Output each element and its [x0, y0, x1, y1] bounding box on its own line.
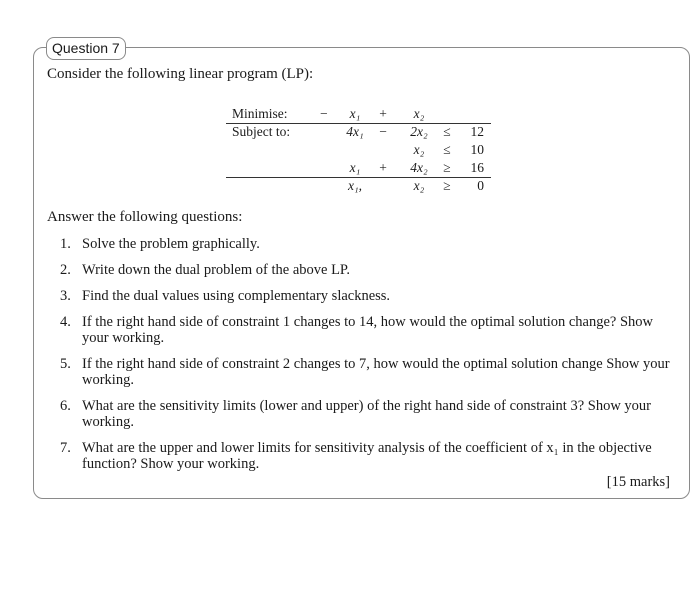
objective-term-1: x₁ — [349, 106, 361, 121]
objective-term-2: x₂ — [413, 106, 425, 121]
c2-relation: ≤ — [443, 142, 451, 157]
c4-relation: ≥ — [443, 178, 451, 193]
c4-term-2: x₂ — [413, 178, 425, 193]
question-item: 7. What are the upper and lower limits for sensitivity analysis of the coefficient of x₁ in the objective function? Show your working. — [60, 440, 652, 472]
c1-term-2: 2x₂ — [410, 124, 428, 139]
question-item: 4. If the right hand side of constraint 1 changes to 14, how would the optimal solution change? Show your working. — [60, 314, 654, 346]
intro-text: Consider the following linear program (LP): — [47, 66, 314, 82]
question-item: 2. Write down the dual problem of the above LP. — [60, 262, 351, 278]
objective-label: Minimise: — [232, 106, 288, 121]
c4-term-1: x₁, — [347, 178, 363, 193]
c2-rhs: 10 — [470, 142, 484, 157]
question-item: 3. Find the dual values using complementary slackness. — [60, 288, 391, 304]
c3-term-2: 4x₂ — [410, 160, 428, 175]
c3-term-1: x₁ — [349, 160, 361, 175]
c1-relation: ≤ — [443, 124, 451, 139]
question-title: Question 7 — [46, 37, 126, 60]
c2-term-2: x₂ — [413, 142, 425, 157]
c4-rhs: 0 — [477, 178, 484, 193]
c1-term-1: 4x₁ — [346, 124, 364, 139]
question-list — [60, 236, 670, 482]
question-item: 6. What are the sensitivity limits (lower and upper) of the right hand side of constraint 3? Show your working. — [60, 398, 651, 430]
subject-to-label: Subject to: — [232, 124, 291, 139]
question-item: 5. If the right hand side of constraint 2 changes to 7, how would the optimal solution change Show your working. — [60, 356, 670, 388]
answer-heading: Answer the following questions: — [47, 209, 243, 225]
c1-operator: − — [379, 124, 387, 139]
c3-rhs: 16 — [470, 160, 484, 175]
objective-operator: + — [379, 106, 387, 121]
c1-rhs: 12 — [470, 124, 484, 139]
question-item: 1. Solve the problem graphically. — [60, 236, 260, 252]
objective-sign: − — [320, 106, 328, 121]
c3-relation: ≥ — [443, 160, 451, 175]
marks-label: [15 marks] — [606, 474, 670, 490]
lp-formulation — [226, 104, 491, 200]
c3-operator: + — [379, 160, 387, 175]
